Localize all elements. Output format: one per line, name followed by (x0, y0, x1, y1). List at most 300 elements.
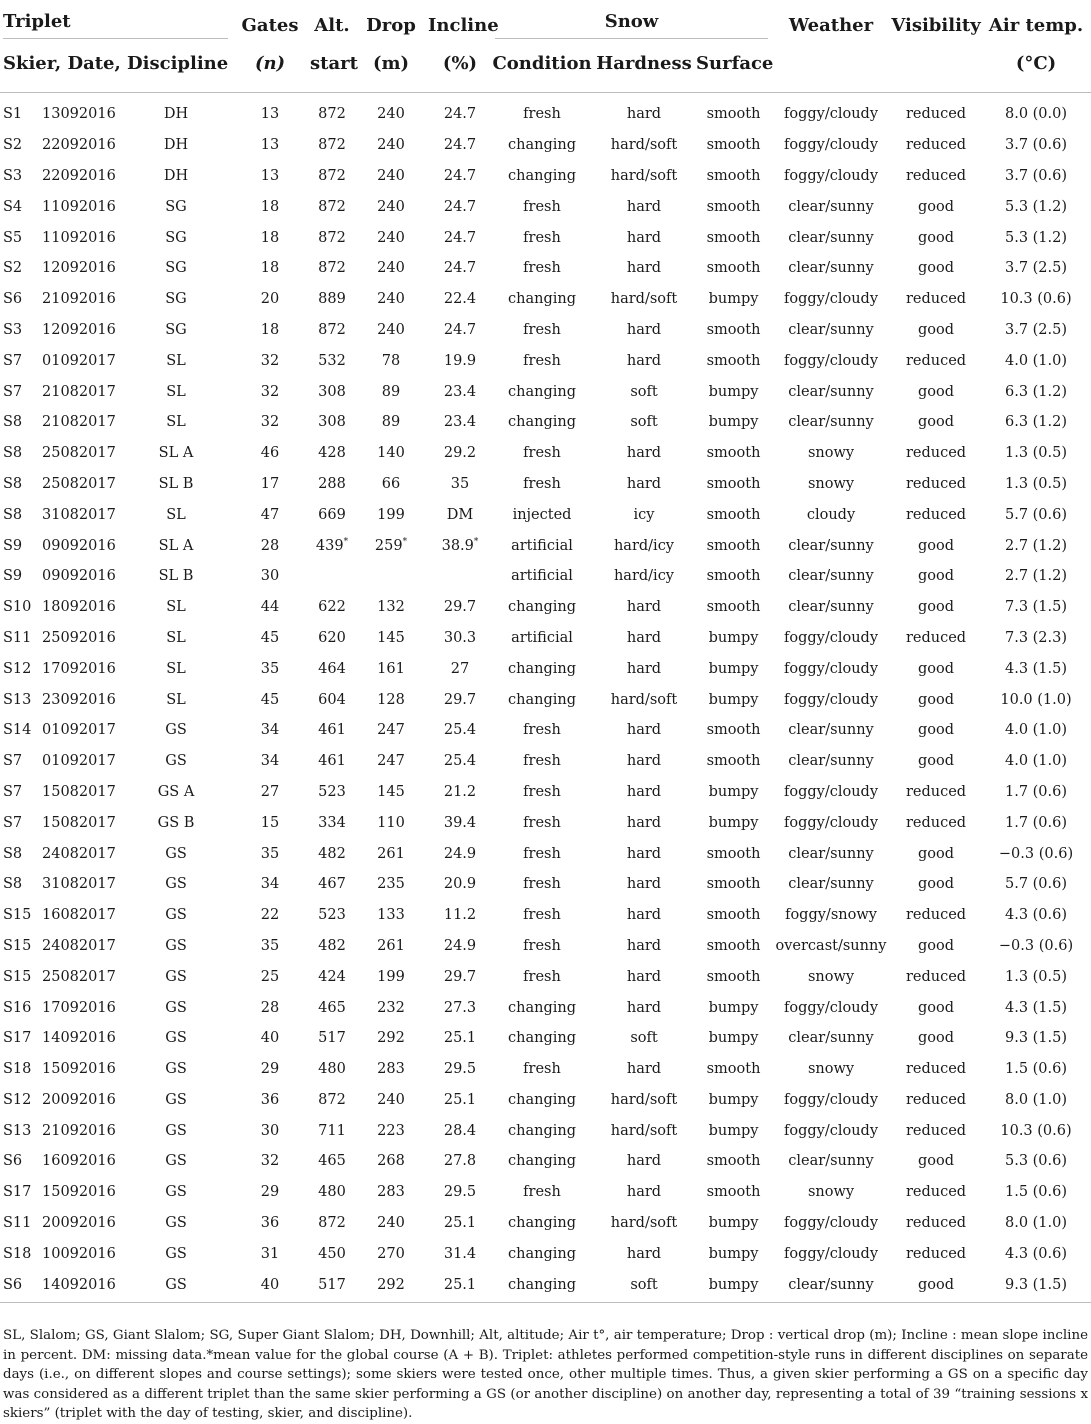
skier-cell: S16 (3, 999, 32, 1016)
date-cell: 17092016 (42, 999, 116, 1016)
weather-cell: foggy/snowy (785, 907, 877, 924)
snow-surface-cell: smooth (706, 106, 761, 123)
air-temp-cell: 4.3 (0.6) (1004, 1245, 1068, 1262)
snow-condition-cell: fresh (523, 845, 561, 862)
snow-condition-cell: injected (512, 506, 572, 523)
air-temp-cell: 1.5 (0.6) (1004, 1061, 1068, 1078)
date-cell: 15082017 (42, 814, 116, 831)
discipline-cell: GS (165, 1122, 187, 1139)
skier-cell: S6 (0, 1269, 42, 1302)
snow-hardness-cell: hard/soft (610, 691, 678, 708)
snow-surface-cell: bumpy (708, 1091, 759, 1108)
air-temp-cell: 10.3 (0.6) (1000, 1122, 1072, 1139)
snow-condition-cell: fresh (523, 475, 561, 492)
drop-cell: 89 (381, 383, 401, 400)
drop-cell: 292 (354, 1269, 428, 1302)
table-footnote: SL, Slalom; GS, Giant Slalom; SG, Super Giant Slalom; DH, Downhill; Alt, altitude; Air t°, air temperature; Drop : vertical drop (m); Incline : mean slope incline in percent. DM: missing data.*mean value for the global course (A + B). Triplet: athletes performed competition-style runs in different disciplines on separate days (i.e., on different slopes and course settings); some skiers were tested once, other multiple times. Thus, a given skier performing a GS on a specific day was considered as a different triplet than the same skier performing a GS (or another discipline) on another day, representing a total of 39 “training sessions x skiers” (triplet with the day of testing, skier, and discipline). (3, 1328, 1088, 1421)
snow-hardness-cell: hard/soft (610, 167, 678, 184)
alt-start-cell: 872 (318, 198, 346, 215)
incline-cell: 24.7 (443, 137, 477, 154)
weather-header: Weather (788, 14, 874, 36)
table-row (0, 992, 1091, 1023)
gates-header: Gates (241, 14, 299, 36)
weather-cell: snowy (807, 445, 855, 462)
snow-condition-cell: fresh (523, 445, 561, 462)
incline-cell: 23.4 (443, 383, 477, 400)
date-cell: 01092017 (42, 352, 116, 369)
header-row-1 (0, 0, 1091, 44)
discipline-cell: SL (166, 383, 186, 400)
snow-hardness-cell: hard/soft (610, 137, 678, 154)
drop-cell: 240 (377, 198, 405, 215)
snow-hardness-cell: hard (626, 445, 662, 462)
snow-condition-cell: fresh (523, 814, 561, 831)
snow-condition-cell: changing (508, 660, 576, 677)
drop-cell: 259* (374, 537, 408, 554)
table-row (0, 284, 1091, 315)
gates-unit: (n) (254, 52, 286, 74)
alt-start-cell: 288 (318, 475, 346, 492)
incline-cell: 28.4 (443, 1122, 477, 1139)
air-temp-cell: 5.7 (0.6) (1004, 876, 1068, 893)
visibility-cell: good (918, 537, 955, 554)
air-temp-cell: 8.0 (1.0) (1004, 1215, 1068, 1232)
gates-cell: 18 (260, 321, 280, 338)
alt-start-cell: 872 (318, 137, 346, 154)
snow-surface-cell: smooth (706, 722, 761, 739)
discipline-cell: GS (165, 968, 187, 985)
incline-cell: 27.3 (443, 999, 477, 1016)
table-row (0, 1085, 1091, 1116)
skier-cell: S7 (3, 814, 23, 831)
drop-cell: 89 (381, 414, 401, 431)
skier-cell: S3 (3, 321, 23, 338)
discipline-cell: SL (166, 414, 186, 431)
date-cell: 31082017 (42, 876, 116, 893)
gates-cell: 13 (260, 167, 280, 184)
incline-cell: 29.5 (443, 1184, 477, 1201)
incline-cell: 25.1 (443, 1091, 477, 1108)
discipline-cell: SL (166, 629, 186, 646)
discipline-cell: GS (165, 937, 187, 954)
hardness-header: Hardness (592, 44, 696, 93)
alt-start-cell: 532 (318, 352, 346, 369)
snow-condition-cell: changing (508, 1030, 576, 1047)
weather-cell: clear/sunny (788, 229, 874, 246)
skier-cell: S18 (3, 1245, 32, 1262)
snow-surface-cell: smooth (706, 568, 761, 585)
snow-condition-cell: fresh (523, 1061, 561, 1078)
air-temp-cell: 2.7 (1.2) (1004, 568, 1068, 585)
alt-start-cell: 523 (318, 907, 346, 924)
discipline-cell: GS (165, 876, 187, 893)
snow-surface-cell: bumpy (708, 1215, 759, 1232)
date-cell: 16092016 (42, 1153, 116, 1170)
snow-hardness-cell: hard/soft (610, 1122, 678, 1139)
incline-cell: 38.9* (441, 537, 479, 554)
visibility-cell: reduced (905, 1184, 967, 1201)
gates-cell: 31 (260, 1245, 280, 1262)
skier-cell: S8 (3, 414, 23, 431)
weather-cell: clear/sunny (788, 599, 874, 616)
table-row (0, 130, 1091, 161)
incline-header: Incline (428, 14, 499, 36)
gates-cell: 28 (260, 999, 280, 1016)
incline-cell: 24.9 (443, 845, 477, 862)
incline-cell: 25.1 (443, 1030, 477, 1047)
snow-hardness-cell: hard (626, 753, 662, 770)
discipline-cell: GS (165, 999, 187, 1016)
incline-cell (428, 561, 492, 592)
weather-cell: foggy/cloudy (783, 1215, 879, 1232)
drop-cell: 240 (377, 291, 405, 308)
air-temp-cell: 8.0 (0.0) (1004, 106, 1068, 123)
discipline-cell: GS (122, 1269, 230, 1302)
snow-surface-cell: bumpy (708, 814, 759, 831)
snow-hardness-cell: hard (626, 198, 662, 215)
skier-cell: S10 (3, 599, 32, 616)
weather-cell: clear/sunny (788, 414, 874, 431)
weather-cell: clear/sunny (788, 1153, 874, 1170)
snow-condition-cell: changing (508, 999, 576, 1016)
table-row (0, 900, 1091, 931)
drop-cell: 240 (377, 229, 405, 246)
visibility-cell: reduced (905, 475, 967, 492)
snow-surface-cell: smooth (706, 352, 761, 369)
incline-cell: 29.7 (443, 691, 477, 708)
incline-cell: 24.7 (443, 229, 477, 246)
snow-hardness-cell: hard (626, 475, 662, 492)
snow-condition-cell: changing (508, 167, 576, 184)
table-row (0, 253, 1091, 284)
table-row (0, 499, 1091, 530)
alt-start-cell: 465 (318, 999, 346, 1016)
skier-cell: S17 (3, 1030, 32, 1047)
weather-cell: foggy/cloudy (783, 137, 879, 154)
alt-start-cell: 872 (318, 1215, 346, 1232)
drop-cell: 240 (377, 321, 405, 338)
table-row (0, 161, 1091, 192)
skier-cell: S9 (3, 537, 23, 554)
air-temp-cell: 4.0 (1.0) (1004, 753, 1068, 770)
gates-cell: 30 (260, 1122, 280, 1139)
visibility-cell: good (918, 321, 955, 338)
discipline-cell: GS (165, 845, 187, 862)
drop-cell: 235 (377, 876, 405, 893)
alt-start-cell: 889 (318, 291, 346, 308)
condition-header: Condition (492, 44, 592, 93)
drop-cell: 261 (377, 845, 405, 862)
table-row (0, 191, 1091, 222)
weather-cell: clear/sunny (788, 845, 874, 862)
gates-cell: 32 (260, 352, 280, 369)
table-row (0, 438, 1091, 469)
incline-cell: DM (446, 506, 474, 523)
table-row (0, 1146, 1091, 1177)
alt-start-cell: 620 (318, 629, 346, 646)
drop-cell: 283 (377, 1061, 405, 1078)
snow-hardness-cell: hard/icy (613, 568, 675, 585)
date-cell: 21082017 (42, 383, 116, 400)
gates-cell: 35 (260, 845, 280, 862)
snow-condition-cell: fresh (523, 1184, 561, 1201)
visibility-cell: good (918, 599, 955, 616)
snow-hardness-cell: hard (626, 722, 662, 739)
air-temp-cell: 1.3 (0.5) (1004, 445, 1068, 462)
air-temp-header: Air temp. (988, 14, 1084, 36)
table-row (0, 684, 1091, 715)
alt-start-cell: 872 (318, 229, 346, 246)
date-cell: 23092016 (42, 691, 116, 708)
table-row (0, 407, 1091, 438)
weather-cell: foggy/cloudy (783, 1122, 879, 1139)
air-temp-cell: 4.3 (1.5) (1004, 660, 1068, 677)
visibility-cell: reduced (905, 137, 967, 154)
snow-condition-cell: changing (508, 1122, 576, 1139)
weather-cell: foggy/cloudy (783, 691, 879, 708)
snow-condition-cell: fresh (523, 321, 561, 338)
incline-cell: 24.7 (443, 167, 477, 184)
table-row (0, 623, 1091, 654)
skier-cell: S13 (3, 1122, 32, 1139)
air-temp-cell: 1.3 (0.5) (1004, 968, 1068, 985)
snow-surface-cell: bumpy (708, 291, 759, 308)
visibility-cell: good (918, 568, 955, 585)
visibility-cell: good (918, 937, 955, 954)
air-temp-unit: (°C) (981, 44, 1091, 93)
air-temp-cell: 4.3 (0.6) (1004, 907, 1068, 924)
snow-header: Snow (495, 11, 768, 39)
drop-cell: 261 (377, 937, 405, 954)
air-temp-cell: 4.0 (1.0) (1004, 722, 1068, 739)
snow-surface-cell: smooth (706, 537, 761, 554)
air-temp-cell: 4.3 (1.5) (1004, 999, 1068, 1016)
date-cell: 21092016 (42, 1122, 116, 1139)
skier-cell: S11 (3, 1215, 32, 1232)
discipline-cell: GS (165, 1091, 187, 1108)
snow-surface-cell: smooth (706, 1153, 761, 1170)
gates-cell: 29 (260, 1184, 280, 1201)
visibility-cell: reduced (905, 291, 967, 308)
air-temp-cell: −0.3 (0.6) (998, 937, 1074, 954)
snow-condition-cell: fresh (523, 722, 561, 739)
visibility-cell: good (918, 753, 955, 770)
skier-cell: S7 (3, 783, 23, 800)
visibility-cell: reduced (905, 167, 967, 184)
snow-hardness-cell: hard (626, 260, 662, 277)
date-cell: 11092016 (42, 229, 116, 246)
skier-cell: S7 (3, 383, 23, 400)
snow-surface-cell: smooth (706, 968, 761, 985)
discipline-cell: GS (165, 1184, 187, 1201)
drop-cell: 240 (377, 260, 405, 277)
visibility-cell: good (918, 999, 955, 1016)
snow-hardness-cell: hard (626, 1061, 662, 1078)
snow-surface-cell: bumpy (708, 783, 759, 800)
visibility-cell: good (918, 414, 955, 431)
snow-surface-cell: smooth (706, 876, 761, 893)
gates-cell: 44 (260, 599, 280, 616)
gates-cell: 25 (260, 968, 280, 985)
snow-condition-cell: changing (508, 137, 576, 154)
skier-cell: S8 (3, 876, 23, 893)
discipline-cell: GS (165, 722, 187, 739)
visibility-cell: reduced (905, 445, 967, 462)
air-temp-cell: 5.3 (0.6) (1004, 1153, 1068, 1170)
air-temp-cell: 1.7 (0.6) (1004, 783, 1068, 800)
skier-cell: S15 (3, 937, 32, 954)
skier-cell: S8 (3, 475, 23, 492)
alt-start-cell (310, 561, 354, 592)
snow-condition-cell: fresh (523, 198, 561, 215)
air-temp-cell: 4.0 (1.0) (1004, 352, 1068, 369)
alt-start-cell: 517 (310, 1269, 354, 1302)
visibility-cell: reduced (905, 506, 967, 523)
discipline-cell: DH (163, 167, 189, 184)
skier-cell: S7 (3, 753, 23, 770)
date-cell: 21082017 (42, 414, 116, 431)
snow-surface-cell: smooth (706, 229, 761, 246)
snow-hardness-cell: hard (626, 629, 662, 646)
date-cell: 20092016 (42, 1215, 116, 1232)
air-temp-cell: 1.5 (0.6) (1004, 1184, 1068, 1201)
gates-cell: 45 (260, 691, 280, 708)
drop-cell: 283 (377, 1184, 405, 1201)
skier-cell: S2 (3, 137, 23, 154)
visibility-cell: good (918, 876, 955, 893)
weather-cell: cloudy (806, 506, 856, 523)
snow-condition-cell: fresh (523, 783, 561, 800)
table-row (0, 1238, 1091, 1269)
gates-cell: 28 (260, 537, 280, 554)
weather-cell: foggy/cloudy (783, 814, 879, 831)
snow-condition-cell: changing (508, 691, 576, 708)
table-row (0, 746, 1091, 777)
alt-start-cell: 482 (318, 937, 346, 954)
table-row (0, 869, 1091, 900)
table-row (0, 1177, 1091, 1208)
date-cell: 21092016 (42, 291, 116, 308)
table-row (0, 592, 1091, 623)
drop-cell: 199 (377, 968, 405, 985)
air-temp-cell: 1.7 (0.6) (1004, 814, 1068, 831)
incline-cell: 25.4 (443, 722, 477, 739)
snow-hardness-cell: hard/soft (610, 291, 678, 308)
air-temp-cell: 6.3 (1.2) (1004, 414, 1068, 431)
snow-hardness-cell: soft (630, 414, 658, 431)
snow-surface-cell: bumpy (708, 691, 759, 708)
alt-start-cell: 604 (318, 691, 346, 708)
table-row (0, 715, 1091, 746)
incline-cell: 29.7 (443, 599, 477, 616)
date-cell: 22092016 (42, 137, 116, 154)
weather-cell: clear/sunny (788, 568, 874, 585)
date-cell: 14092016 (42, 1269, 122, 1302)
gates-cell: 13 (260, 106, 280, 123)
skier-cell: S1 (3, 106, 23, 123)
visibility-cell: reduced (905, 814, 967, 831)
air-temp-cell: 7.3 (2.3) (1004, 629, 1068, 646)
visibility-cell: reduced (905, 1091, 967, 1108)
snow-surface-cell: smooth (706, 445, 761, 462)
snow-surface-cell: smooth (706, 475, 761, 492)
visibility-cell: good (918, 383, 955, 400)
gates-cell: 30 (260, 568, 280, 585)
skier-cell: S12 (3, 1091, 32, 1108)
air-temp-cell: 10.3 (0.6) (1000, 291, 1072, 308)
weather-cell: clear/sunny (788, 1030, 874, 1047)
air-temp-cell: 5.7 (0.6) (1004, 506, 1068, 523)
air-temp-cell: 1.3 (0.5) (1004, 475, 1068, 492)
snow-condition-cell: fresh (523, 876, 561, 893)
skier-date-discipline-header: Skier, Date, Discipline (0, 44, 230, 93)
snow-surface-cell: smooth (706, 167, 761, 184)
skier-cell: S8 (3, 506, 23, 523)
snow-hardness-cell: hard (626, 814, 662, 831)
discipline-cell: SG (165, 260, 187, 277)
drop-cell: 240 (377, 137, 405, 154)
snow-hardness-cell: hard (626, 937, 662, 954)
gates-cell: 34 (260, 753, 280, 770)
gates-cell: 32 (260, 383, 280, 400)
visibility-cell: reduced (905, 1122, 967, 1139)
date-cell: 31082017 (42, 506, 116, 523)
snow-condition-cell: changing (508, 414, 576, 431)
date-cell: 12092016 (42, 321, 116, 338)
weather-cell: foggy/cloudy (783, 783, 879, 800)
drop-cell: 240 (377, 1091, 405, 1108)
weather-cell: clear/sunny (788, 383, 874, 400)
alt-start-cell: 523 (318, 783, 346, 800)
snow-hardness-cell: hard (626, 845, 662, 862)
discipline-cell: DH (163, 137, 189, 154)
snow-condition-cell: fresh (523, 260, 561, 277)
alt-start-cell: 461 (318, 722, 346, 739)
incline-cell: 24.7 (443, 198, 477, 215)
snow-surface-cell: smooth (706, 845, 761, 862)
date-cell: 24082017 (42, 937, 116, 954)
date-cell: 01092017 (42, 722, 116, 739)
snow-hardness-cell: soft (630, 1030, 658, 1047)
snow-condition-cell: artificial (511, 629, 573, 646)
table-row (0, 345, 1091, 376)
snow-condition-cell: fresh (523, 937, 561, 954)
date-cell: 14092016 (42, 1030, 116, 1047)
drop-cell: 132 (377, 599, 405, 616)
table-row (0, 838, 1091, 869)
snow-hardness-cell: hard (626, 229, 662, 246)
drop-cell: 133 (377, 907, 405, 924)
incline-cell: 29.5 (443, 1061, 477, 1078)
alt-start-cell: 872 (318, 321, 346, 338)
weather-cell: snowy (807, 968, 855, 985)
incline-cell: 25.1 (428, 1269, 492, 1302)
header-row-2 (0, 44, 1091, 93)
visibility-cell: reduced (905, 907, 967, 924)
snow-surface-cell: smooth (706, 599, 761, 616)
air-temp-cell: 7.3 (1.5) (1004, 599, 1068, 616)
date-cell: 20092016 (42, 1091, 116, 1108)
date-cell: 15092016 (42, 1184, 116, 1201)
weather-cell: foggy/cloudy (783, 1091, 879, 1108)
snow-surface-cell: smooth (706, 1061, 761, 1078)
alt-start-cell: 334 (318, 814, 346, 831)
visibility-cell: reduced (905, 629, 967, 646)
drop-cell: 145 (377, 629, 405, 646)
skier-cell: S14 (3, 722, 32, 739)
table-row (0, 1208, 1091, 1239)
gates-cell: 46 (260, 445, 280, 462)
